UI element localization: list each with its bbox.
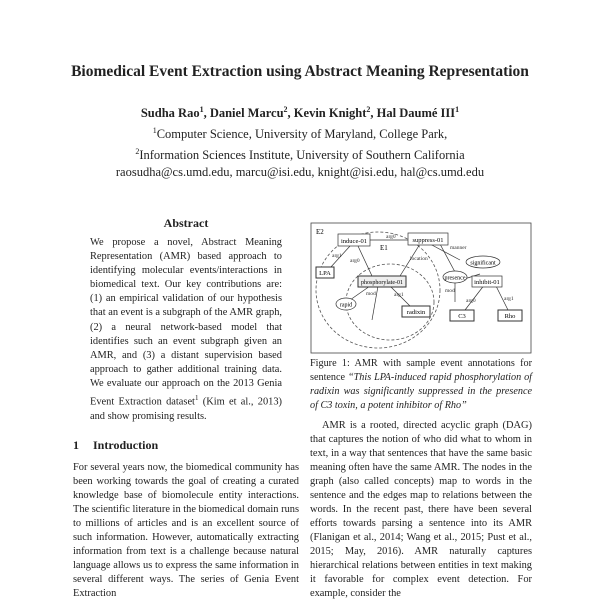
abstract-text: We propose a novel, Abstract Meaning Representation (AMR) based approach to identifying molecular events/interactions in biomedical text. Our key contributions are: (1) an empirical validation of our hypothesis that an event is a subgraph of the AMR graph, (2) a neural network-based model that identifies such an event subgraph given an AMR, and (3) a distant supervision based approach to gather additional training data. We evaluate our approach on the 2013 Genia Event Extraction dataset$^1$ (Kim et al., 2013) and show promising results. xyxy=(90,237,282,422)
svg-text:arg1: arg1 xyxy=(394,292,404,298)
author-name: Kevin Knight xyxy=(293,106,367,121)
svg-text:Rho: Rho xyxy=(504,313,516,320)
author-name: Hal Daumé III xyxy=(376,106,456,121)
svg-text:arg1: arg1 xyxy=(332,253,342,259)
svg-text:suppress-01: suppress-01 xyxy=(412,237,444,244)
author-emails: raosudha@cs.umd.edu, marcu@isi.edu, knight@isi.edu, hal@cs.umd.edu xyxy=(115,165,485,180)
svg-text:inhibit-01: inhibit-01 xyxy=(474,279,500,286)
svg-text:mod: mod xyxy=(366,291,376,297)
svg-text:LPA: LPA xyxy=(319,270,331,277)
svg-text:phosphorylate-01: phosphorylate-01 xyxy=(361,280,403,286)
svg-text:manner: manner xyxy=(450,245,467,251)
author-block xyxy=(0,101,600,181)
svg-text:arg0: arg0 xyxy=(466,298,476,304)
abstract-heading: Abstract xyxy=(163,216,209,230)
svg-text:C3: C3 xyxy=(458,313,466,320)
svg-text:presence: presence xyxy=(444,275,466,282)
event-e2-region xyxy=(316,232,440,348)
e2-label: E2 xyxy=(316,228,324,236)
svg-text:significant: significant xyxy=(470,260,496,267)
svg-text:arg0: arg0 xyxy=(350,258,360,264)
svg-text:arg0: arg0 xyxy=(386,234,396,240)
event-e1-region xyxy=(346,264,434,340)
svg-text:induce-01: induce-01 xyxy=(341,238,367,245)
svg-text:rapid: rapid xyxy=(339,302,353,309)
svg-text:radixin: radixin xyxy=(406,309,426,316)
author-name: Daniel Marcu xyxy=(209,106,284,121)
intro-paragraph: For several years now, the biomedical community has been working towards the goal of creating a curated knowledge base of biomolecule entity interactions. The scientific literature in the biomedical domain runs to millions of articles and is an excellent source of such information. However, automatically extracting information from text is a challenge because natural language allows us to express the same information in several different ways. The series of Genia Event Extraction xyxy=(73,462,299,599)
author-name: Sudha Rao xyxy=(140,106,200,121)
svg-text:location: location xyxy=(410,256,428,262)
amr-graph xyxy=(310,222,532,354)
svg-text:arg1: arg1 xyxy=(504,296,514,302)
svg-text:mod: mod xyxy=(445,288,455,294)
paper-title: Biomedical Event Extraction using Abstract Meaning Representation xyxy=(71,63,529,80)
e1-label: E1 xyxy=(380,244,388,252)
affiliation: $^2$Information Sciences Institute, University of Southern California xyxy=(135,147,465,163)
section-heading: 1 Introduction xyxy=(73,438,159,452)
affiliation: $^1$Computer Science, University of Maryland, College Park, xyxy=(152,126,448,142)
author-names: Sudha Rao$^1$, Daniel Marcu$^2$, Kevin Knight$^2$, Hal Daumé III$^1$ xyxy=(140,105,460,121)
amr-figure xyxy=(310,222,532,354)
figure-caption: Figure 1: AMR with sample event annotations for sentence “This LPA-induced rapid phosphorylation of radixin was significantly suppressed in the presence of C3 toxin, a potent inhibitor of Rho” xyxy=(310,358,532,411)
right-column-paragraph: AMR is a rooted, directed acyclic graph (DAG) that captures the notion of who did what to whom in text, in a way that sentences that have the same basic meaning often have the same AMR. The nodes in the graph (also called concepts) map to words in the sentence and the edges map to relations between the words. In the recent past, there have been several efforts towards parsing a sentence into its AMR (Flanigan et al., 2014; Wang et al., 2015; Pust et al., 2015; May, 2016). AMR naturally captures hierarchical relations between entities in text making it favorable for complex event detection. For example, consider the xyxy=(310,420,532,599)
